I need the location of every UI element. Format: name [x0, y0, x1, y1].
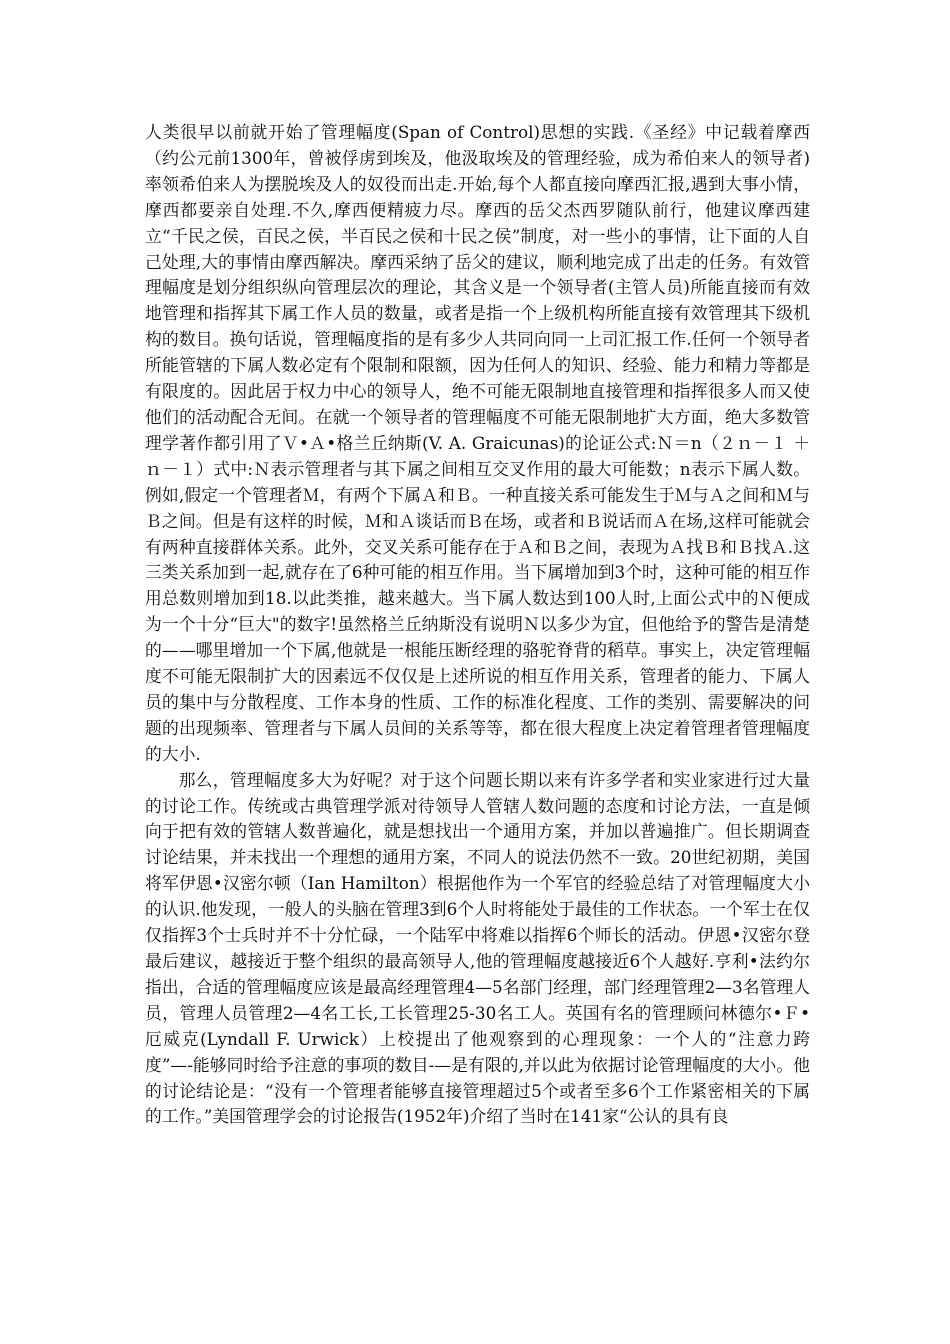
document-page [145, 120, 810, 1130]
paragraph-ideal-span: 那么，管理幅度多大为好呢？对于这个问题长期以来有许多学者和实业家进行过大量的讨论工作。传统或古典管理学派对待领导人管辖人数问题的态度和讨论方法，一直是倾向于把有效的管辖人数普遍化，就是想找出一个通用方案，并加以普遍推广。但长期调查讨论结果，并未找出一个理想的通用方案，不同人的说法仍然不一致。20世纪初期，美国将军伊恩•汉密尔顿（Ian Hamilton）根据他作为一个军官的经验总结了对管理幅度大小的认识.他发现，一般人的头脑在管理3到6个人时将能处于最佳的工作状态。一个军士在仅仅指挥3个士兵时并不十分忙碌，一个陆军中将难以指挥6个师长的活动。伊恩•汉密尔登最后建议，越接近于整个组织的最高领导人,他的管理幅度越接近6个人越好.亨利•法约尔指出，合适的管理幅度应该是最高经理管理4—5名部门经理，部门经理管理2—3名管理人员，管理人员管理2—4名工长,工长管理25-30名工人。英国有名的管理顾问林德尔•Ｆ•厄威克(Lyndall F. Urwick）上校提出了他观察到的心理现象：一个人的“注意力跨度”—-能够同时给予注意的事项的数目-—是有限的,并以此为依据讨论管理幅度的大小。他的讨论结论是：“没有一个管理者能够直接管理超过5个或者至多6个工作紧密相关的下属的工作。”美国管理学会的讨论报告(1952年)介绍了当时在141家“公认的具有良 [145, 769, 810, 1127]
paragraph-span-of-control-history: 人类很早以前就开始了管理幅度(Span of Control)思想的实践.《圣经》中记载着摩西（约公元前1300年，曾被俘虏到埃及，他汲取埃及的管理经验，成为希伯来人的领导者)率领希伯来人为摆脱埃及人的奴役而出走.开始,每个人都直接向摩西汇报,遇到大事小情，摩西都要亲自处理.不久,摩西便精疲力尽。摩西的岳父杰西罗随队前行，他建议摩西建立“千民之侯，百民之侯，半百民之侯和十民之侯”制度，对一些小的事情，让下面的人自己处理,大的事情由摩西解决。摩西采纳了岳父的建议，顺利地完成了出走的任务。有效管理幅度是划分组织纵向管理层次的理论，其含义是一个领导者(主管人员)所能直接而有效地管理和指挥其下属工作人员的数量，或者是指一个上级机构所能直接有效管理其下级机构的数目。换句话说，管理幅度指的是有多少人共同向同一上司汇报工作.任何一个领导者所能管辖的下属人数必定有个限制和限额，因为任何人的知识、经验、能力和精力等都是有限度的。因此居于权力中心的领导人，绝不可能无限制地直接管理和指挥很多人而又使他们的活动配合无间。在就一个领导者的管理幅度不可能无限制地扩大方面，绝大多数管理学著作都引用了Ｖ•Ａ•格兰丘纳斯(V. A. Graicunas)的论证公式:Ｎ＝n（２ｎ－１ ＋ｎ－１）式中:Ｎ表示管理者与其下属之间相互交叉作用的最大可能数；n表示下属人数。例如,假定一个管理者Ｍ，有两个下属Ａ和Ｂ。一种直接关系可能发生于Ｍ与Ａ之间和Ｍ与Ｂ之间。但是有这样的时候，Ｍ和Ａ谈话而Ｂ在场，或者和Ｂ说话而Ａ在场,这样可能就会有两种直接群体关系。此外，交叉关系可能存在于Ａ和Ｂ之间，表现为Ａ找Ｂ和Ｂ找Ａ.这三类关系加到一起,就存在了6种可能的相互作用。当下属增加到3个时，这种可能的相互作用总数则增加到18.以此类推，越来越大。当下属人数达到100人时,上面公式中的Ｎ便成为一个十分“巨大"的数字!虽然格兰丘纳斯没有说明Ｎ以多少为宜，但他给予的警告是清楚的——哪里增加一个下属,他就是一根能压断经理的骆驼脊背的稻草。事实上，决定管理幅度不可能无限制扩大的因素远不仅仅是上述所说的相互作用关系，管理者的能力、下属人员的集中与分散程度、工作本身的性质、工作的标准化程度、工作的类别、需要解决的问题的出现频率、管理者与下属人员间的关系等等，都在很大程度上决定着管理者管理幅度的大小. [145, 122, 810, 764]
